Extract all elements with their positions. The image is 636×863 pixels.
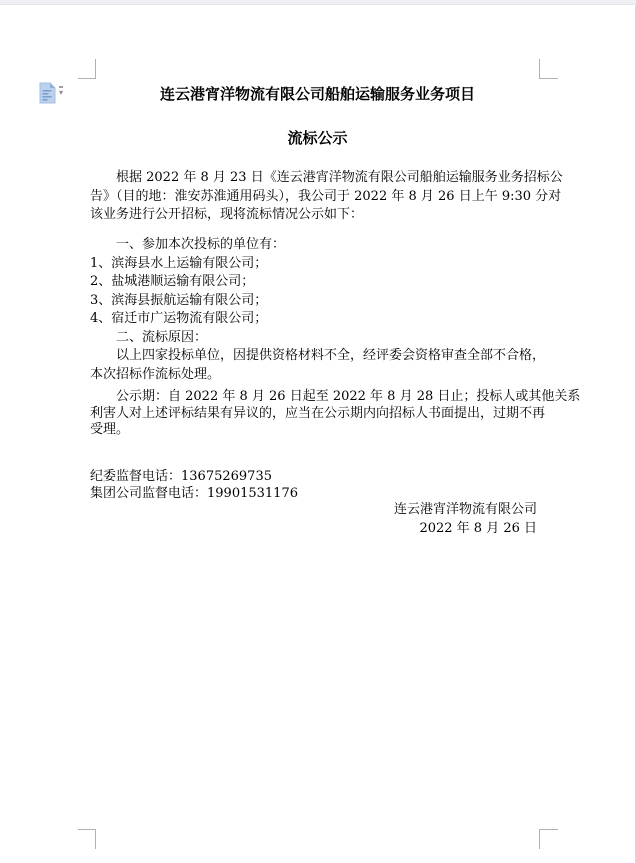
text-line: 该业务进行公开招标，现将流标情况公示如下：: [90, 207, 364, 222]
text-line: 告》（目的地：淮安苏淮通用码头），我公司于 2022 年 8 月 26 日上午 9:30 分对: [90, 188, 562, 204]
signature-company: 连云港宵洋物流有限公司: [393, 502, 537, 517]
document-subtitle: 流标公示: [287, 129, 348, 147]
text-boundary-mark-bottom-left: [78, 829, 96, 849]
dropdown-arrow-icon[interactable]: ▾: [59, 88, 64, 97]
text-boundary-mark-top-left: [78, 59, 96, 79]
text-boundary-mark-top-right: [539, 59, 558, 79]
notice-period-paragraph: [90, 389, 581, 439]
text-line: 2、盐城港顺运输有限公司；: [90, 274, 255, 289]
document-title: 连云港宵洋物流有限公司船舶运输服务业务项目: [159, 85, 475, 103]
paste-options-button[interactable]: [39, 82, 71, 106]
text-line: 受理。: [90, 422, 130, 437]
text-line: 以上四家投标单位，因提供资格材料不全，经评委会资格审查全部不合格，: [90, 348, 546, 363]
text-line: 本次招标作流标处理。: [90, 366, 221, 382]
text-line: 一、参加本次投标的单位有：: [90, 237, 286, 252]
text-line: 4、宿迁市广运物流有限公司；: [90, 311, 268, 326]
text-line: 集团公司监督电话：19901531176: [90, 485, 298, 501]
text-line: 纪委监督电话：13675269735: [90, 469, 272, 484]
text-line: 利害人对上述评标结果有异议的，应当在公示期内向招标人书面提出，过期不再: [90, 405, 546, 421]
paste-options-document-icon: [39, 82, 56, 104]
text-line: 1、滨海县水上运输有限公司；: [90, 255, 268, 271]
intro-paragraph: [90, 169, 563, 225]
text-line: 公示期：自 2022 年 8 月 26 日起至 2022 年 8 月 28 日止；投标人或其他关系: [90, 389, 581, 404]
text-line: 二、流标原因：: [90, 329, 208, 345]
text-boundary-mark-bottom-right: [539, 829, 558, 849]
text-line: 根据 2022 年 8 月 23 日《连云港宵洋物流有限公司船舶运输服务业务招标公: [90, 170, 563, 185]
signature-date: 2022 年 8 月 26 日: [419, 521, 537, 536]
text-line: 3、滨海县振航运输有限公司；: [90, 292, 268, 308]
bidders-and-reason-section: [90, 236, 546, 384]
window-top-edge: [0, 0, 636, 5]
signature-block: [90, 500, 537, 538]
supervision-phone-lines: [90, 469, 546, 502]
